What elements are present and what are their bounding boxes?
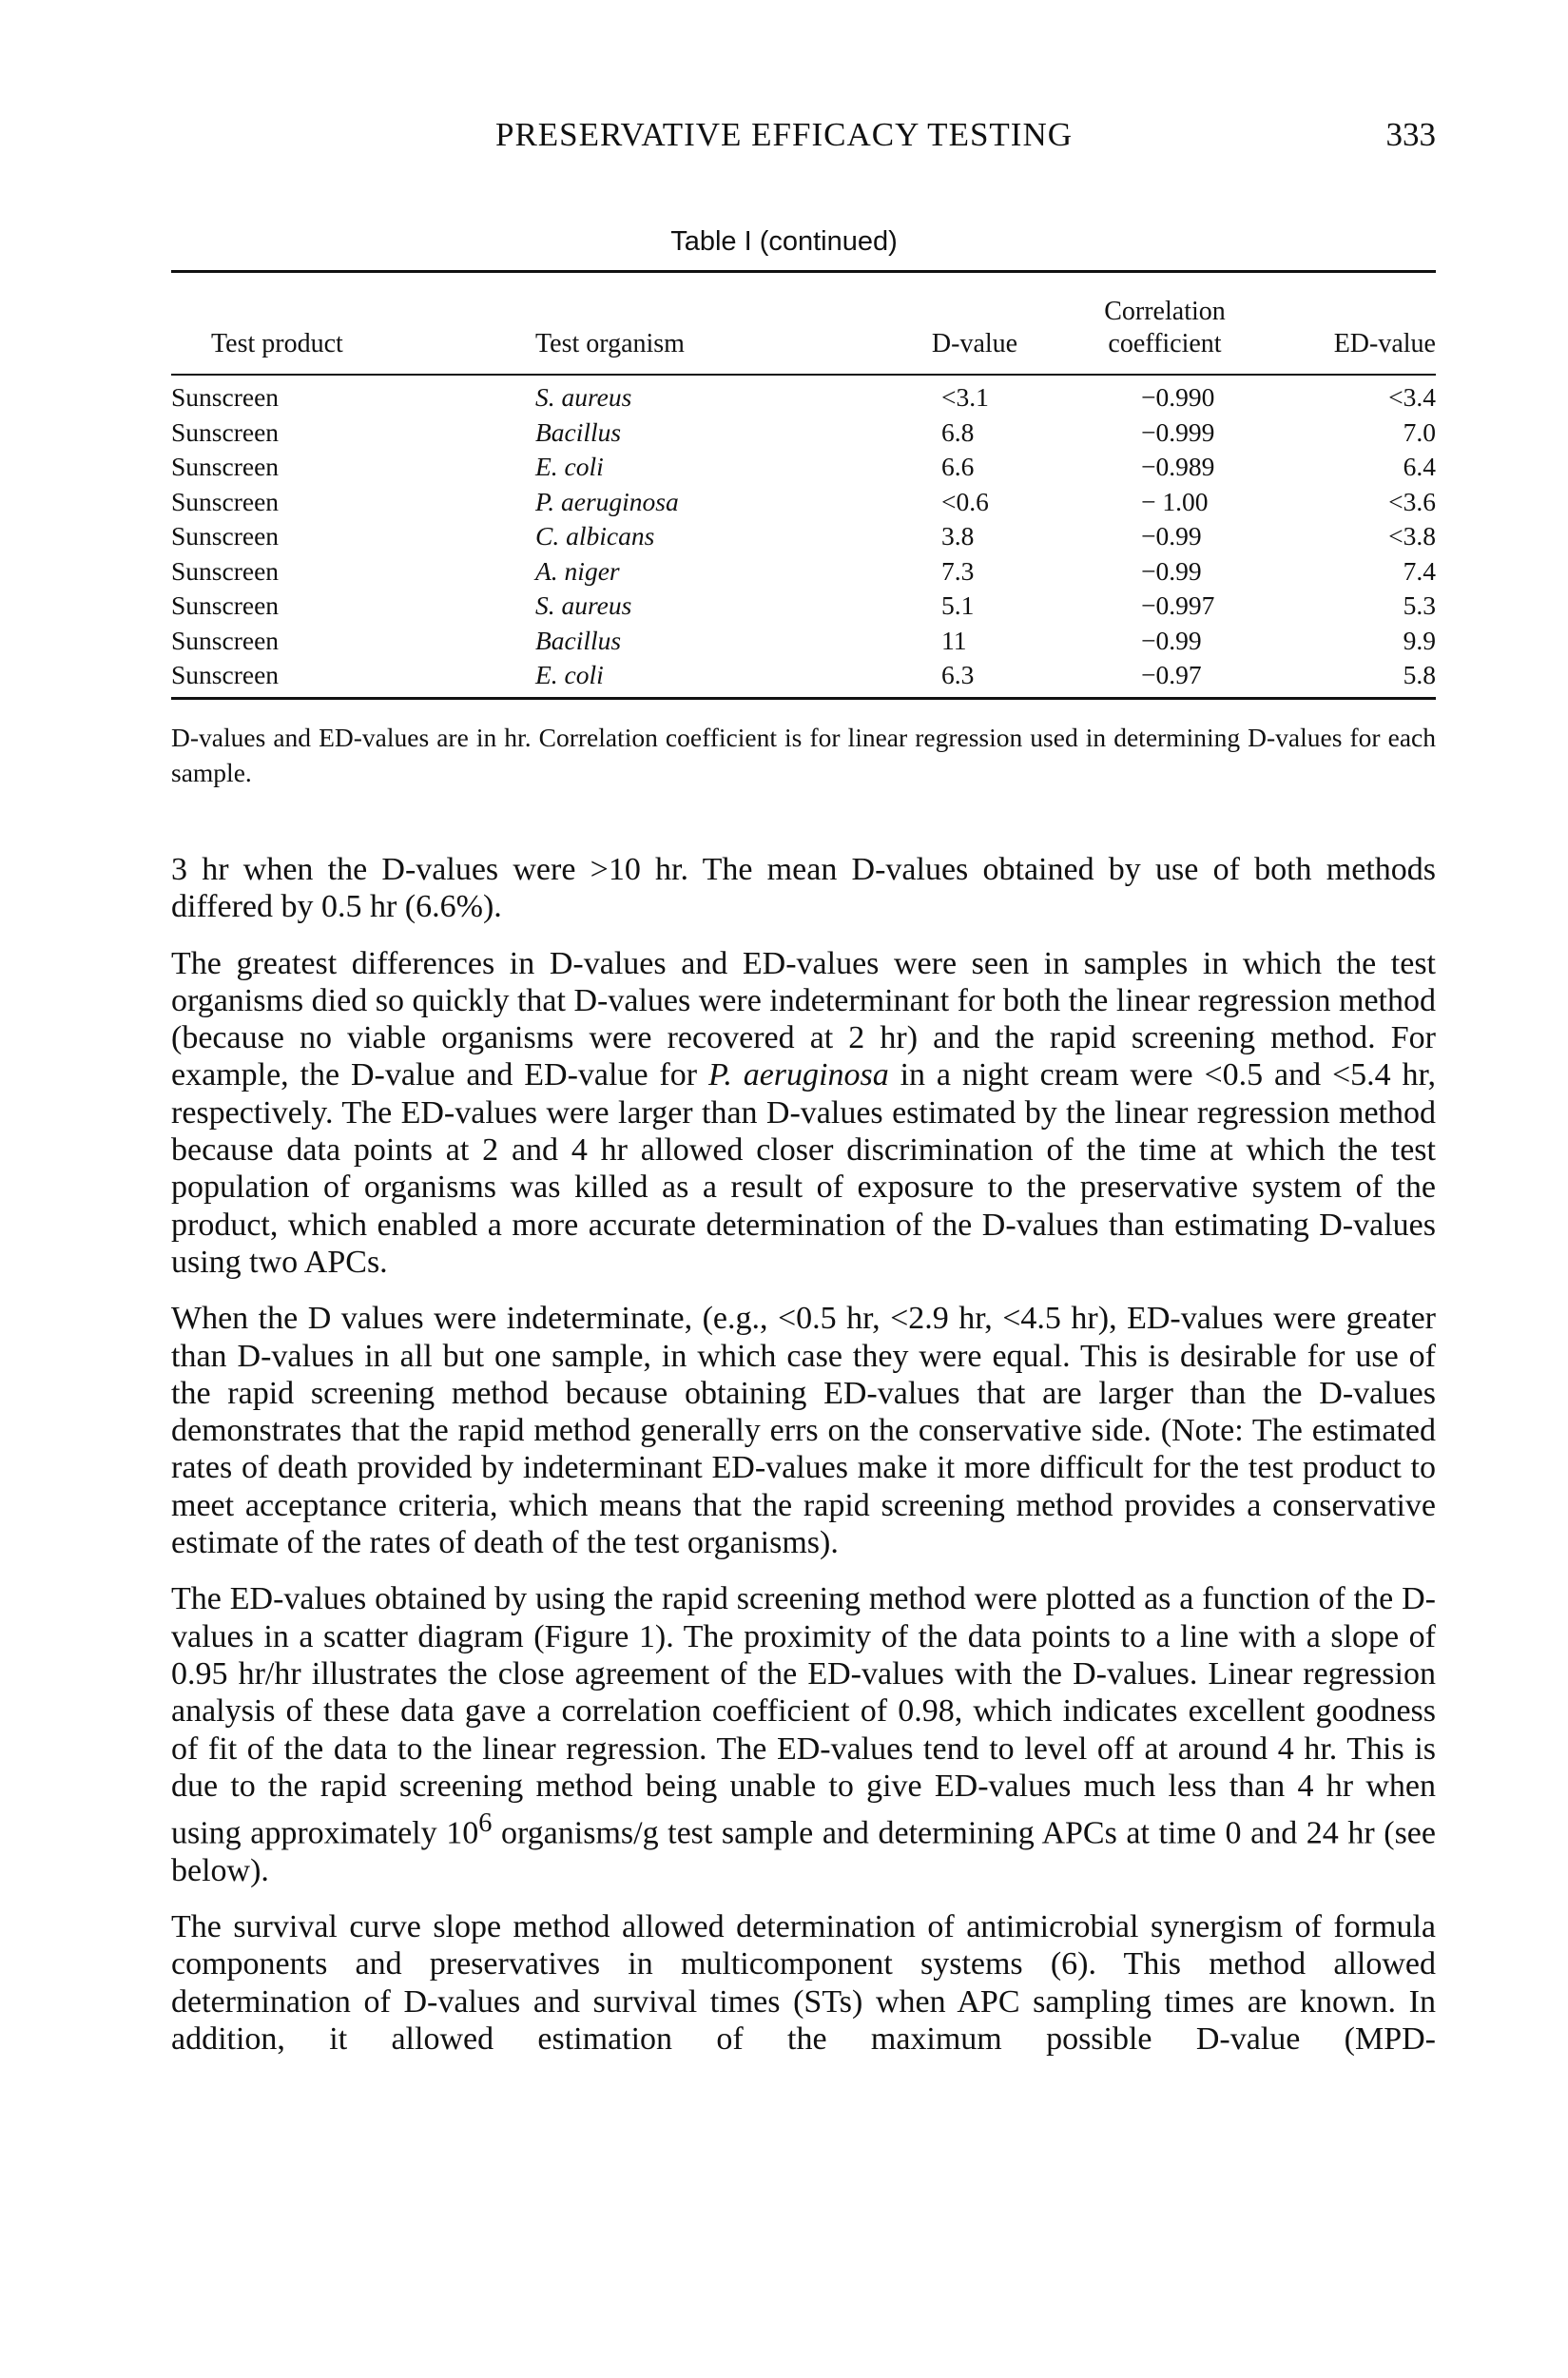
- column-header-test-organism: Test organism: [535, 329, 685, 358]
- table-row: [171, 521, 1436, 556]
- cell-correlation: −0.990: [1141, 382, 1215, 412]
- table-bottom-rule: [171, 697, 1436, 700]
- cell-ed-value: 9.9: [1403, 625, 1436, 655]
- cell-d-value: 6.6: [941, 452, 975, 481]
- cell-ed-value: 7.4: [1403, 555, 1436, 586]
- table-footnote: D-values and ED-values are in hr. Correlation coefficient is for linear regression used in determining D-values for each sample.: [171, 723, 1436, 787]
- text-run: organisms/g test sample and determining APCs at time 0 and 24 hr (see below).: [171, 1815, 1436, 1888]
- cell-correlation: −0.99: [1141, 625, 1202, 655]
- running-head: PRESERVATIVE EFFICACY TESTING: [494, 116, 1073, 153]
- paragraph: [171, 945, 1436, 1282]
- table-title: Table I (continued): [670, 226, 898, 257]
- table-top-rule: [171, 270, 1436, 273]
- column-header-test-product: Test product: [211, 329, 343, 358]
- paragraph: The survival curve slope method allowed determination of antimicrobial synergism of formula components and preservatives in multicomponent systems (6). This method allowed determination of D-values and survival times (STs) when APC sampling times are known. In addition, it allowed estimation of the maximum possible D-value (MPD-: [171, 1909, 1436, 2057]
- text-run: in a night cream were <0.5 and <5.4 hr, respectively. The ED-values were larger than D-values estimated by the linear regression method because data points at 2 and 4 hr allowed closer discrimination of the time at which the test population of organisms was killed as a result of exposure to the preservative system of the product, which enabled a more accurate determination of the D-values than estimating D-values using two APCs.: [171, 1057, 1436, 1280]
- table-row: [171, 452, 1436, 487]
- table-row: [171, 556, 1436, 591]
- cell-d-value: <3.1: [941, 382, 989, 412]
- cell-test-product: Sunscreen: [171, 416, 280, 447]
- cell-correlation: −0.989: [1141, 452, 1215, 481]
- cell-test-product: Sunscreen: [171, 660, 280, 689]
- cell-d-value: 5.1: [941, 590, 975, 620]
- text-run: The ED-values obtained by using the rapid screening method were plotted as a function of the D-values in a scatter diagram (Figure 1). The proximity of the data points to a line with a slope of 0.95 hr/hr illustrates the close agreement of the ED-values with the D-values. Linear regression analysis of these data gave a correlation coefficient of 0.98, which indicates excellent goodness of fit of the data to the linear regression. The ED-values tend to level off at around 4 hr. This is due to the rapid screening method being unable to give ED-values much less than 4 hr when using approximately 10: [171, 1581, 1436, 1851]
- cell-d-value: 11: [941, 625, 967, 655]
- cell-test-organism: S. aureus: [535, 382, 632, 412]
- cell-test-product: Sunscreen: [171, 555, 280, 586]
- table-row: [171, 660, 1436, 695]
- cell-d-value: 6.8: [941, 416, 975, 447]
- cell-ed-value: 5.3: [1403, 590, 1436, 620]
- cell-correlation: −0.99: [1141, 555, 1202, 586]
- cell-test-organism: Bacillus: [535, 416, 622, 447]
- cell-test-organism: E. coli: [535, 452, 604, 481]
- cell-test-product: Sunscreen: [171, 486, 280, 516]
- cell-d-value: 6.3: [941, 660, 975, 689]
- table-row: [171, 382, 1436, 417]
- table-row: [171, 590, 1436, 626]
- paragraph: When the D values were indeterminate, (e.g., <0.5 hr, <2.9 hr, <4.5 hr), ED-values were greater than D-values in all but one sample, in which case they were equal. This is desirable for use of the rapid screening method because obtaining ED-values that are larger than the D-values demonstrates that the rapid method generally errs on the conservative side. (Note: The estimated rates of death provided by indeterminant ED-values make it more difficult for the test product to meet acceptance criteria, which means that the rapid screening method provides a conservative estimate of the rates of death of the test organisms).: [171, 1301, 1436, 1561]
- cell-d-value: <0.6: [941, 486, 989, 516]
- cell-test-organism: S. aureus: [535, 590, 632, 620]
- paragraph: 3 hr when the D-values were >10 hr. The mean D-values obtained by use of both methods differed by 0.5 hr (6.6%).: [171, 852, 1436, 925]
- cell-ed-value: 6.4: [1403, 452, 1436, 481]
- cell-correlation: −0.97: [1141, 660, 1202, 689]
- cell-ed-value: 7.0: [1403, 416, 1436, 447]
- cell-test-organism: A. niger: [535, 555, 620, 586]
- table-row: [171, 417, 1436, 453]
- table-row: [171, 487, 1436, 522]
- cell-test-organism: P. aeruginosa: [535, 486, 679, 516]
- table-body: [171, 382, 1436, 695]
- cell-test-product: Sunscreen: [171, 382, 280, 412]
- cell-correlation: −0.99: [1141, 521, 1202, 551]
- cell-test-product: Sunscreen: [171, 590, 280, 620]
- cell-correlation: −0.997: [1141, 590, 1215, 620]
- cell-correlation: −0.999: [1141, 416, 1215, 447]
- cell-d-value: 7.3: [941, 555, 975, 586]
- table-row: [171, 626, 1436, 661]
- cell-ed-value: 5.8: [1403, 660, 1436, 689]
- cell-test-product: Sunscreen: [171, 452, 280, 481]
- cell-ed-value: <3.8: [1388, 521, 1436, 551]
- cell-test-organism: E. coli: [535, 660, 604, 689]
- superscript: 6: [478, 1808, 493, 1839]
- text-run: The greatest differences in D-values and ED-values were seen in samples in which the test organisms died so quickly that D-values were indeterminant for both the linear regression method (because no viable organisms were recovered at 2 hr) and the rapid screening method. For example, the D-value and ED-value for: [171, 945, 1436, 1093]
- column-header-ed-value: ED-value: [1333, 329, 1436, 358]
- page-number: 333: [1385, 116, 1436, 153]
- cell-ed-value: <3.6: [1388, 486, 1436, 516]
- cell-test-product: Sunscreen: [171, 625, 280, 655]
- cell-ed-value: <3.4: [1388, 382, 1436, 412]
- column-header-d-value: D-value: [931, 329, 1018, 358]
- cell-test-product: Sunscreen: [171, 521, 280, 551]
- column-header-correlation-line2: coefficient: [1108, 329, 1222, 358]
- column-header-correlation: [1046, 296, 1284, 360]
- paragraph: [171, 1580, 1436, 1889]
- body-text: [171, 851, 1436, 2077]
- column-header-correlation-line1: Correlation: [1104, 297, 1226, 326]
- italic-organism-name: P. aeruginosa: [707, 1057, 889, 1093]
- cell-test-organism: Bacillus: [535, 625, 622, 655]
- cell-correlation: − 1.00: [1141, 486, 1209, 516]
- table-header-rule: [171, 374, 1436, 376]
- cell-test-organism: C. albicans: [535, 521, 655, 551]
- cell-d-value: 3.8: [941, 521, 975, 551]
